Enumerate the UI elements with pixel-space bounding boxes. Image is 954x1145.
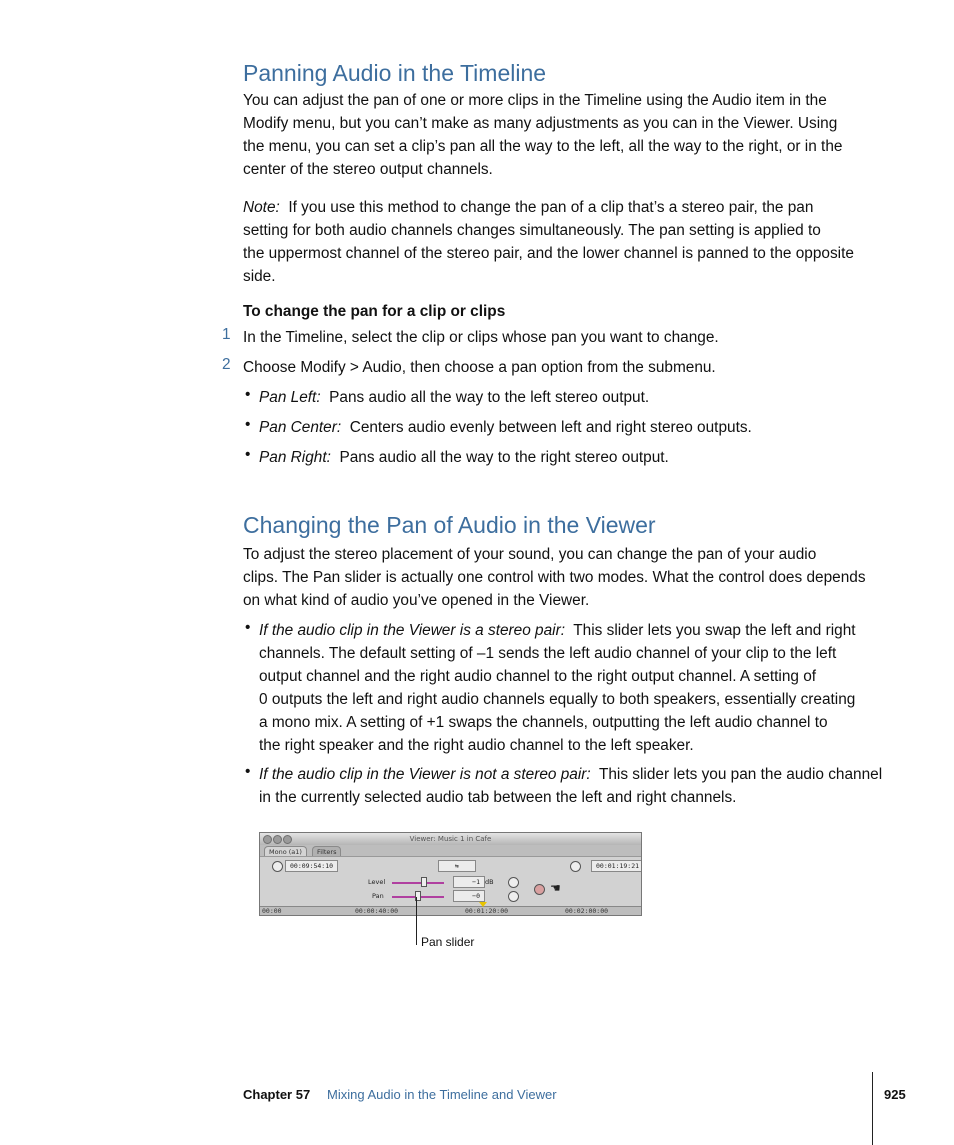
bullet-text: Pans audio all the way to the right stereo output.	[339, 449, 669, 466]
viewer-window-title: Viewer: Music 1 in Cafe	[409, 835, 492, 843]
ruler-label: 00:02:00:00	[565, 907, 609, 915]
playhead-sync-icon[interactable]	[272, 861, 283, 872]
reset-icon[interactable]	[534, 884, 545, 895]
section1-body	[243, 89, 883, 181]
level-slider-track[interactable]	[392, 882, 444, 884]
callout-pan-slider: Pan slider	[421, 935, 475, 949]
pan-value-field[interactable]: −0	[453, 890, 485, 902]
bullet-line: output channel and the right audio channel to the right output channel. A setting of	[259, 668, 817, 685]
body-line: center of the stereo output channels.	[243, 161, 493, 178]
footer-chapter-title: Mixing Audio in the Timeline and Viewer	[327, 1087, 557, 1102]
viewer-window-screenshot	[259, 832, 642, 916]
body-line: clips. The Pan slider is actually one control with two modes. What the control does depends	[243, 569, 866, 586]
tab-filters[interactable]: Filters	[312, 846, 341, 857]
ruler-label: 00:00	[262, 907, 282, 915]
procedure-title: To change the pan for a clip or clips	[243, 303, 506, 320]
note-block	[243, 196, 883, 288]
note-line: the uppermost channel of the stereo pair, and the lower channel is panned to the opposite	[243, 245, 854, 262]
bullet-item-pan-right	[259, 446, 669, 469]
body-line: on what kind of audio you’ve opened in the Viewer.	[243, 592, 590, 609]
bullet-term: Pan Right:	[259, 449, 331, 466]
bullet-text: Pans audio all the way to the left stereo output.	[329, 389, 650, 406]
ruler-label: 00:00:40:00	[355, 907, 399, 915]
bullet-line: channels. The default setting of –1 sends the left audio channel of your clip to the left	[259, 645, 837, 662]
audio-controls-panel	[260, 856, 641, 907]
note-line: side.	[243, 268, 276, 285]
note-label: Note:	[243, 199, 280, 216]
section2-body	[243, 543, 883, 612]
body-line: Modify menu, but you can’t make as many adjustments as you can in the Viewer. Using	[243, 115, 838, 132]
bullet-first-line	[259, 619, 884, 642]
step-number: 1	[222, 326, 231, 343]
bullet-line: 0 outputs the left and right audio channels equally to both speakers, essentially creating	[259, 691, 856, 708]
bullet-dot: •	[245, 386, 251, 403]
bullet-dot: •	[245, 763, 251, 780]
bullet-dot: •	[245, 619, 251, 636]
page-number: 925	[884, 1087, 906, 1102]
bullet-line: a mono mix. A setting of +1 swaps the channels, outputting the left audio channel to	[259, 714, 828, 731]
bullet-line: the right speaker and the right audio channel to the left speaker.	[259, 737, 694, 754]
body-line: the menu, you can set a clip’s pan all the way to the left, all the way to the right, or in the	[243, 138, 843, 155]
note-first-line	[243, 196, 883, 219]
callout-leader-line	[416, 897, 417, 945]
current-timecode[interactable]: 00:01:19:21	[591, 860, 642, 872]
note-line: If you use this method to change the pan of a clip that’s a stereo pair, the pan	[288, 199, 814, 216]
note-line: setting for both audio channels changes simultaneously. The pan setting is applied to	[243, 222, 821, 239]
bullet-line: in the currently selected audio tab between the left and right channels.	[259, 789, 737, 806]
bullet-item-pan-left	[259, 386, 649, 409]
level-keyframe-icon[interactable]	[508, 877, 519, 888]
section-heading-panning-timeline: Panning Audio in the Timeline	[243, 60, 547, 86]
bullet-term: Pan Center:	[259, 419, 342, 436]
level-unit: dB	[485, 878, 494, 886]
footer-chapter: Chapter 57	[243, 1087, 311, 1102]
bullet-text: Centers audio evenly between left and right stereo outputs.	[349, 419, 752, 436]
clip-drag-handle-icon[interactable]: ⇆	[438, 860, 476, 872]
bullet-item-stereo-pair	[259, 619, 884, 757]
level-label: Level	[368, 878, 386, 886]
level-slider-knob[interactable]	[421, 877, 427, 887]
bullet-item-not-stereo-pair	[259, 763, 884, 809]
bullet-term: Pan Left:	[259, 389, 321, 406]
bullet-text: This slider lets you swap the left and right	[573, 622, 856, 639]
level-value-field[interactable]: −1	[453, 876, 485, 888]
body-line: To adjust the stereo placement of your sound, you can change the pan of your audio	[243, 546, 817, 563]
footer-divider	[872, 1072, 873, 1145]
bullet-term: If the audio clip in the Viewer is not a stereo pair:	[259, 766, 591, 783]
step-text: Choose Modify > Audio, then choose a pan option from the submenu.	[243, 359, 716, 376]
bullet-term: If the audio clip in the Viewer is a stereo pair:	[259, 622, 565, 639]
timecode-dial-icon[interactable]	[570, 861, 581, 872]
bullet-first-line	[259, 763, 884, 786]
tab-mono-a1[interactable]: Mono (a1)	[264, 846, 307, 857]
bullet-dot: •	[245, 416, 251, 433]
bullet-dot: •	[245, 446, 251, 463]
hand-drag-icon[interactable]: ☚	[550, 881, 561, 895]
step-text: In the Timeline, select the clip or clips whose pan you want to change.	[243, 329, 719, 346]
section-heading-pan-viewer: Changing the Pan of Audio in the Viewer	[243, 512, 656, 538]
bullet-text: This slider lets you pan the audio channel	[598, 766, 883, 783]
pan-label: Pan	[372, 892, 384, 900]
bullet-item-pan-center	[259, 416, 752, 439]
ruler-label: 00:01:20:00	[465, 907, 509, 915]
duration-timecode[interactable]: 00:09:54:10	[285, 860, 338, 872]
body-line: You can adjust the pan of one or more clips in the Timeline using the Audio item in the	[243, 92, 827, 109]
step-number: 2	[222, 356, 231, 373]
playhead-marker-icon[interactable]	[479, 902, 487, 907]
pan-keyframe-icon[interactable]	[508, 891, 519, 902]
